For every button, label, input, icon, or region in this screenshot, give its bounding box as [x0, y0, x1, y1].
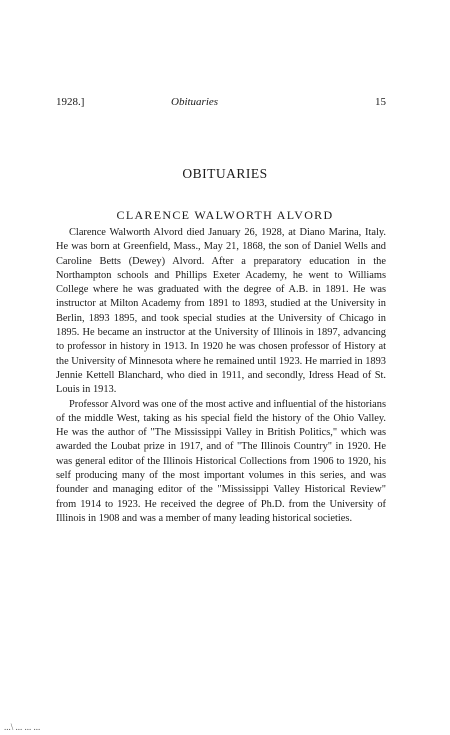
- running-head-section: Obituaries: [171, 96, 219, 108]
- footnote-trace: ...\ ... ... ...: [4, 722, 41, 732]
- running-head-year: 1928.]: [56, 96, 85, 108]
- paragraph-2: Professor Alvord was one of the most active and influential of the historians of the middle West, taking as his special field the history of the Ohio Valley. He was the author of "The Mississippi Valley in British Politics," which was awarded the Loubat prize in 1917, and of "The Illinois Country" in 1920. He was general editor of the Illinois Historical Collections from 1906 to 1920, his self producing many of the most important volumes in this series, and was founder and managing editor of the "Mississippi Valley Historical Review" from 1914 to 1923. He received the degree of Ph.D. from the University of Illinois in 1908 and was a member of many leading historical societies.: [56, 398, 386, 524]
- article-title: CLARENCE WALWORTH ALVORD: [116, 208, 334, 222]
- section-heading: OBITUARIES: [182, 166, 268, 181]
- paragraph-1: Clarence Walworth Alvord died January 26, 1928, at Diano Marina, Italy. He was born at Greenfield, Mass., May 21, 1868, the son of Daniel Wells and Caroline Betts (Dewey) Alvord. After a preparatory education in the Northampton schools and Phillips Exeter Academy, he went to Williams College where he was graduated with the degree of A.B. in 1891. He was instructor at Milton Academy from 1891 to 1893, studied at the University in Berlin, 1893 1895, and took special studies at the University of Chicago in 1895. He became an instructor at the University of Illinois in 1897, advancing to professor in history in 1913. In 1920 he was chosen professor of History at the University of Minnesota where he remained until 1923. He married in 1893 Jennie Kettell Blanchard, who died in 1911, and secondly, Idress Head of St. Louis in 1913.: [56, 227, 386, 396]
- article-body: [56, 226, 386, 526]
- running-head: [56, 96, 386, 110]
- page-number: 15: [375, 96, 386, 108]
